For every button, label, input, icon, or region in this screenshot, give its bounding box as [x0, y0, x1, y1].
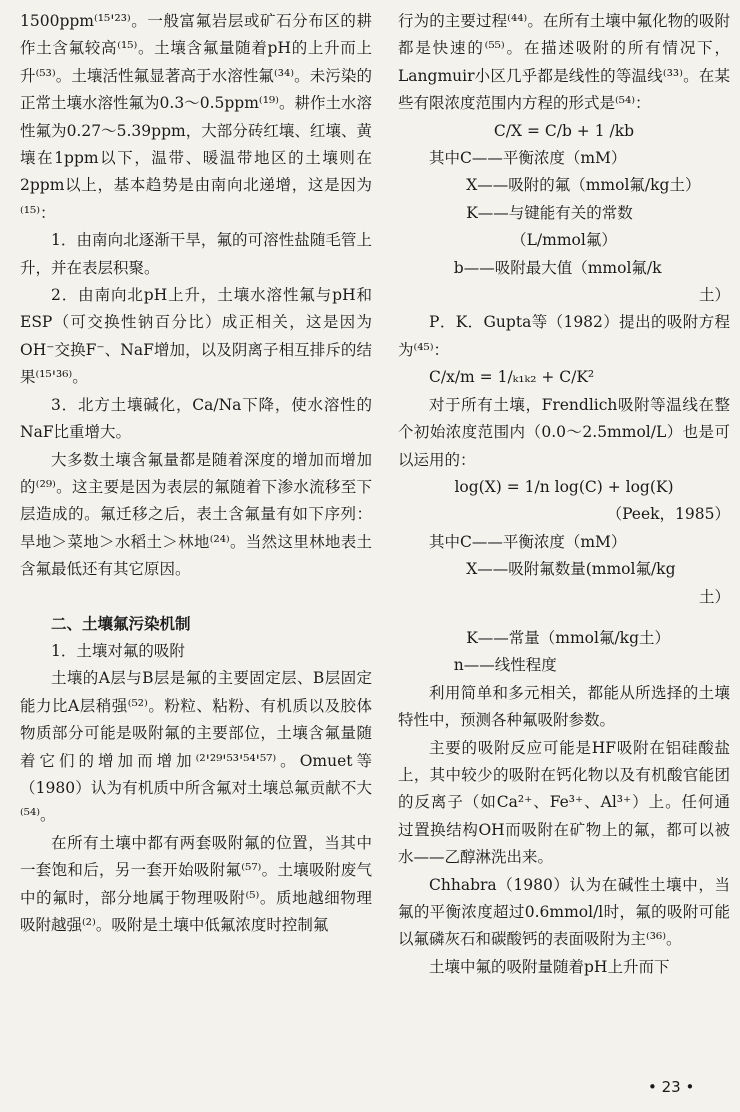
paragraph: 在所有土壤中都有两套吸附氟的位置，当其中一套饱和后，另一套开始吸附氟⁽⁵⁷⁾。土壤吸附废气中的氟时，部分地属于物理吸附⁽⁵⁾。质地越细物理吸附越强⁽²⁾。吸附是土壤中低氟浓度时控制氟: [20, 833, 372, 934]
variable-unit: 土）: [698, 286, 730, 305]
spacer: [398, 611, 730, 625]
citation: （Peek，1985）: [606, 505, 730, 524]
freundlich-equation: log(X) = 1/n log(C) + log(K): [454, 477, 674, 496]
variable-definition: X——吸附的氟（mmol氟/kg土）: [466, 176, 701, 195]
variable-unit: （L/mmol氟）: [511, 231, 617, 250]
variable-definition: 其中C——平衡浓度（mM）: [429, 532, 627, 551]
variable-definition: b——吸附最大值（mmol氟/k: [453, 258, 662, 277]
variable-definition: K——与键能有关的常数: [466, 203, 633, 222]
variable-definition: X——吸附氟数量(mmol氟/kg: [466, 560, 676, 579]
langmuir-equation: C/X = C/b + 1 /kb: [493, 121, 635, 140]
variable-definition: n——线性程度: [453, 656, 557, 675]
list-item: 3．北方土壤碱化，Ca/Na下降，使水溶性的NaF比重增大。: [20, 395, 372, 442]
paragraph: Chhabra（1980）认为在碱性土壤中，当氟的平衡浓度超过0.6mmol/l时，氟的吸附可能以氟磷灰石和碳酸钙的表面吸附为主⁽³⁶⁾。: [398, 875, 730, 949]
paragraph: 主要的吸附反应可能是HF吸附在铝硅酸盐上，其中较少的吸附在钙化物以及有机酸官能团的反离子（如Ca²⁺、Fe³⁺、Al³⁺）上。任何通过置换结构OH而吸附在矿物上的氟，都可以被水——乙醇淋洗出来。: [398, 738, 730, 867]
subsection-heading: 1．土壤对氟的吸附: [51, 641, 185, 660]
paragraph: 行为的主要过程⁽⁴⁴⁾。在所有土壤中氟化物的吸附都是快速的⁽⁵⁵⁾。在描述吸附的所有情况下，Langmuir小区几乎都是线性的等温线⁽³³⁾。在某些有限浓度范围内方程的形式是⁽⁵⁴⁾：: [398, 12, 730, 113]
section-heading: 二、土壤氟污染机制: [51, 614, 191, 633]
paragraph: 对于所有土壤，Frendlich吸附等温线在整个初始浓度范围内（0.0～2.5mmol/L）也是可以运用的：: [398, 395, 730, 469]
variable-definition: K——常量（mmol氟/kg土）: [466, 628, 670, 647]
variable-definition: 其中C——平衡浓度（mM）: [429, 149, 627, 168]
paragraph: P．K．Gupta等（1982）提出的吸附方程为⁽⁴⁵⁾：: [398, 313, 730, 359]
paragraph: 土壤中氟的吸附量随着pH上升而下: [429, 957, 670, 976]
variable-unit: 土）: [698, 587, 730, 606]
page-number: • 23 •: [648, 1078, 695, 1096]
paragraph: 土壤的A层与B层是氟的主要固定层、B层固定能力比A层稍强⁽⁵²⁾。粉粒、粘粉、有机质以及胶体物质部分可能是吸附氟的主要部位，土壤含氟量随着它们的增加而增加⁽²'²⁹'⁵³'⁵⁴'⁵⁷⁾。Omuet等（1980）认为有机质中所含氟对土壤总氟贡献不大⁽⁵⁴⁾。: [20, 669, 372, 825]
list-item: 1．由南向北逐渐干旱，氟的可溶性盐随毛管上升，并在表层积聚。: [20, 231, 372, 277]
right-column: [398, 8, 730, 981]
gupta-equation: C/x/m = 1/ₖ₁ₖ₂ + C/K²: [429, 368, 595, 387]
paragraph: 利用简单和多元相关，都能从所选择的土壤特性中，预测各种氟吸附参数。: [398, 683, 730, 730]
left-column: [20, 8, 372, 939]
paragraph: 大多数土壤含氟量都是随着深度的增加而增加的⁽²⁹⁾。这主要是因为表层的氟随着下渗水流移至下层造成的。氟迁移之后，表土含氟量有如下序列：旱地＞菜地＞水稻土＞林地⁽²⁴⁾。当然这里林地表土含氟最低还有其它原因。: [20, 450, 372, 579]
paragraph: 1500ppm⁽¹⁵'²³⁾。一般富氟岩层或矿石分布区的耕作土含氟较高⁽¹⁵⁾。土壤含氟量随着pH的上升而上升⁽⁵³⁾。土壤活性氟显著高于水溶性氟⁽³⁴⁾。未污染的正常土壤水溶性氟为0.3～0.5ppm⁽¹⁹⁾。耕作土水溶性氟为0.27～5.39ppm，大部分砖红壤、红壤、黄壤在1ppm以下，温带、暖温带地区的土壤则在2ppm以上，基本趋势是由南向北递增，这是因为⁽¹⁵⁾：: [20, 12, 372, 222]
list-item: 2．由南向北pH上升，土壤水溶性氟与pH和ESP（可交换性钠百分比）成正相关，这是因为OH⁻交换F⁻、NaF增加，以及阴离子相互排斥的结果⁽¹⁵'³⁶⁾。: [20, 286, 372, 387]
